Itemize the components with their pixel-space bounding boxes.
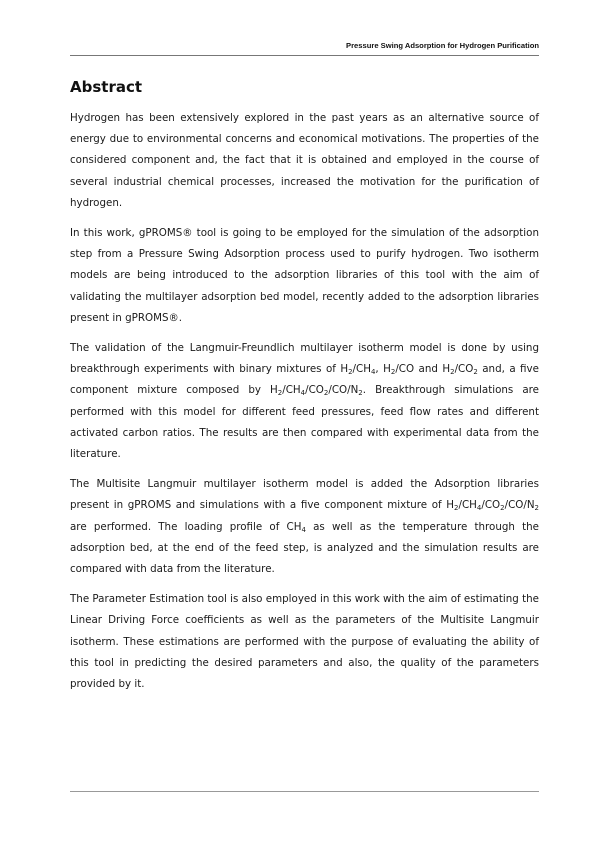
subscript: 2 (454, 504, 459, 513)
header-divider (70, 55, 539, 56)
subscript: 2 (500, 504, 505, 513)
subscript: 2 (323, 389, 329, 398)
abstract-paragraph-3: The validation of the Langmuir-Freundlich multilayer isotherm model is done by using breakthrough experiments with binary mixtures of $H_2/CH_4$, $H_2/CO$ and $H_2/CO_2$ and, a five component mixture composed by $H_2/CH_4/CO_2/CO/N_2$. Breakthrough simulations are performed with this model for different feed pressures, feed flow rates and different activated carbon ratios. The results are then compared with experimental data from the literature. (70, 342, 539, 461)
subscript: 2 (277, 389, 283, 398)
abstract-paragraph-1: Hydrogen has been extensively explored in the past years as an alternative source of energy due to environmental concerns and economical motivations. The properties of the considered component and, the fact that it is obtained and employed in the course of several industrial chemical processes, increased the motivation for the purification of hydrogen. (70, 112, 539, 209)
footer-divider (70, 791, 539, 792)
running-header-title: Pressure Swing Adsorption for Hydrogen Purification (346, 41, 539, 50)
subscript: 4 (476, 504, 482, 513)
subscript: 2 (450, 368, 455, 377)
subscript: 4 (370, 368, 376, 377)
abstract-paragraph-4: The Multisite Langmuir multilayer isotherm model is added the Adsorption libraries present in gPROMS and simulations with a five component mixture of $H_2/CH_4/CO_2/CO/N_2$ are performed. The loading profile of $CH_4$ as well as the temperature through the adsorption bed, at the end of the feed step, is analyzed and the simulation results are compared with data from the literature. (70, 478, 540, 576)
subscript: 2 (358, 389, 363, 398)
subscript: 2 (473, 368, 478, 377)
subscript: 2 (534, 504, 539, 513)
subscript: 4 (300, 389, 306, 398)
abstract-paragraph-2: In this work, gPROMS® tool is going to be employed for the simulation of the adsorption step from a Pressure Swing Adsorption process used to purify hydrogen. Two isotherm models are being introduced to the adsorption libraries of this tool with the aim of validating the multilayer adsorption bed model, recently added to the adsorption libraries present in gPROMS®. (70, 227, 539, 324)
subscript: 4 (301, 525, 306, 534)
abstract-paragraph-5: The Parameter Estimation tool is also employed in this work with the aim of estimating the Linear Driving Force coefficients as well as the parameters of the Multisite Langmuir isotherm. These estimations are performed with the purpose of evaluating the ability of this tool in predicting the desired parameters and also, the quality of the parameters provided by it. (70, 593, 539, 691)
abstract-body (70, 108, 539, 704)
section-title: Abstract (70, 78, 143, 96)
subscript: 2 (390, 368, 396, 377)
subscript: 2 (348, 368, 353, 377)
